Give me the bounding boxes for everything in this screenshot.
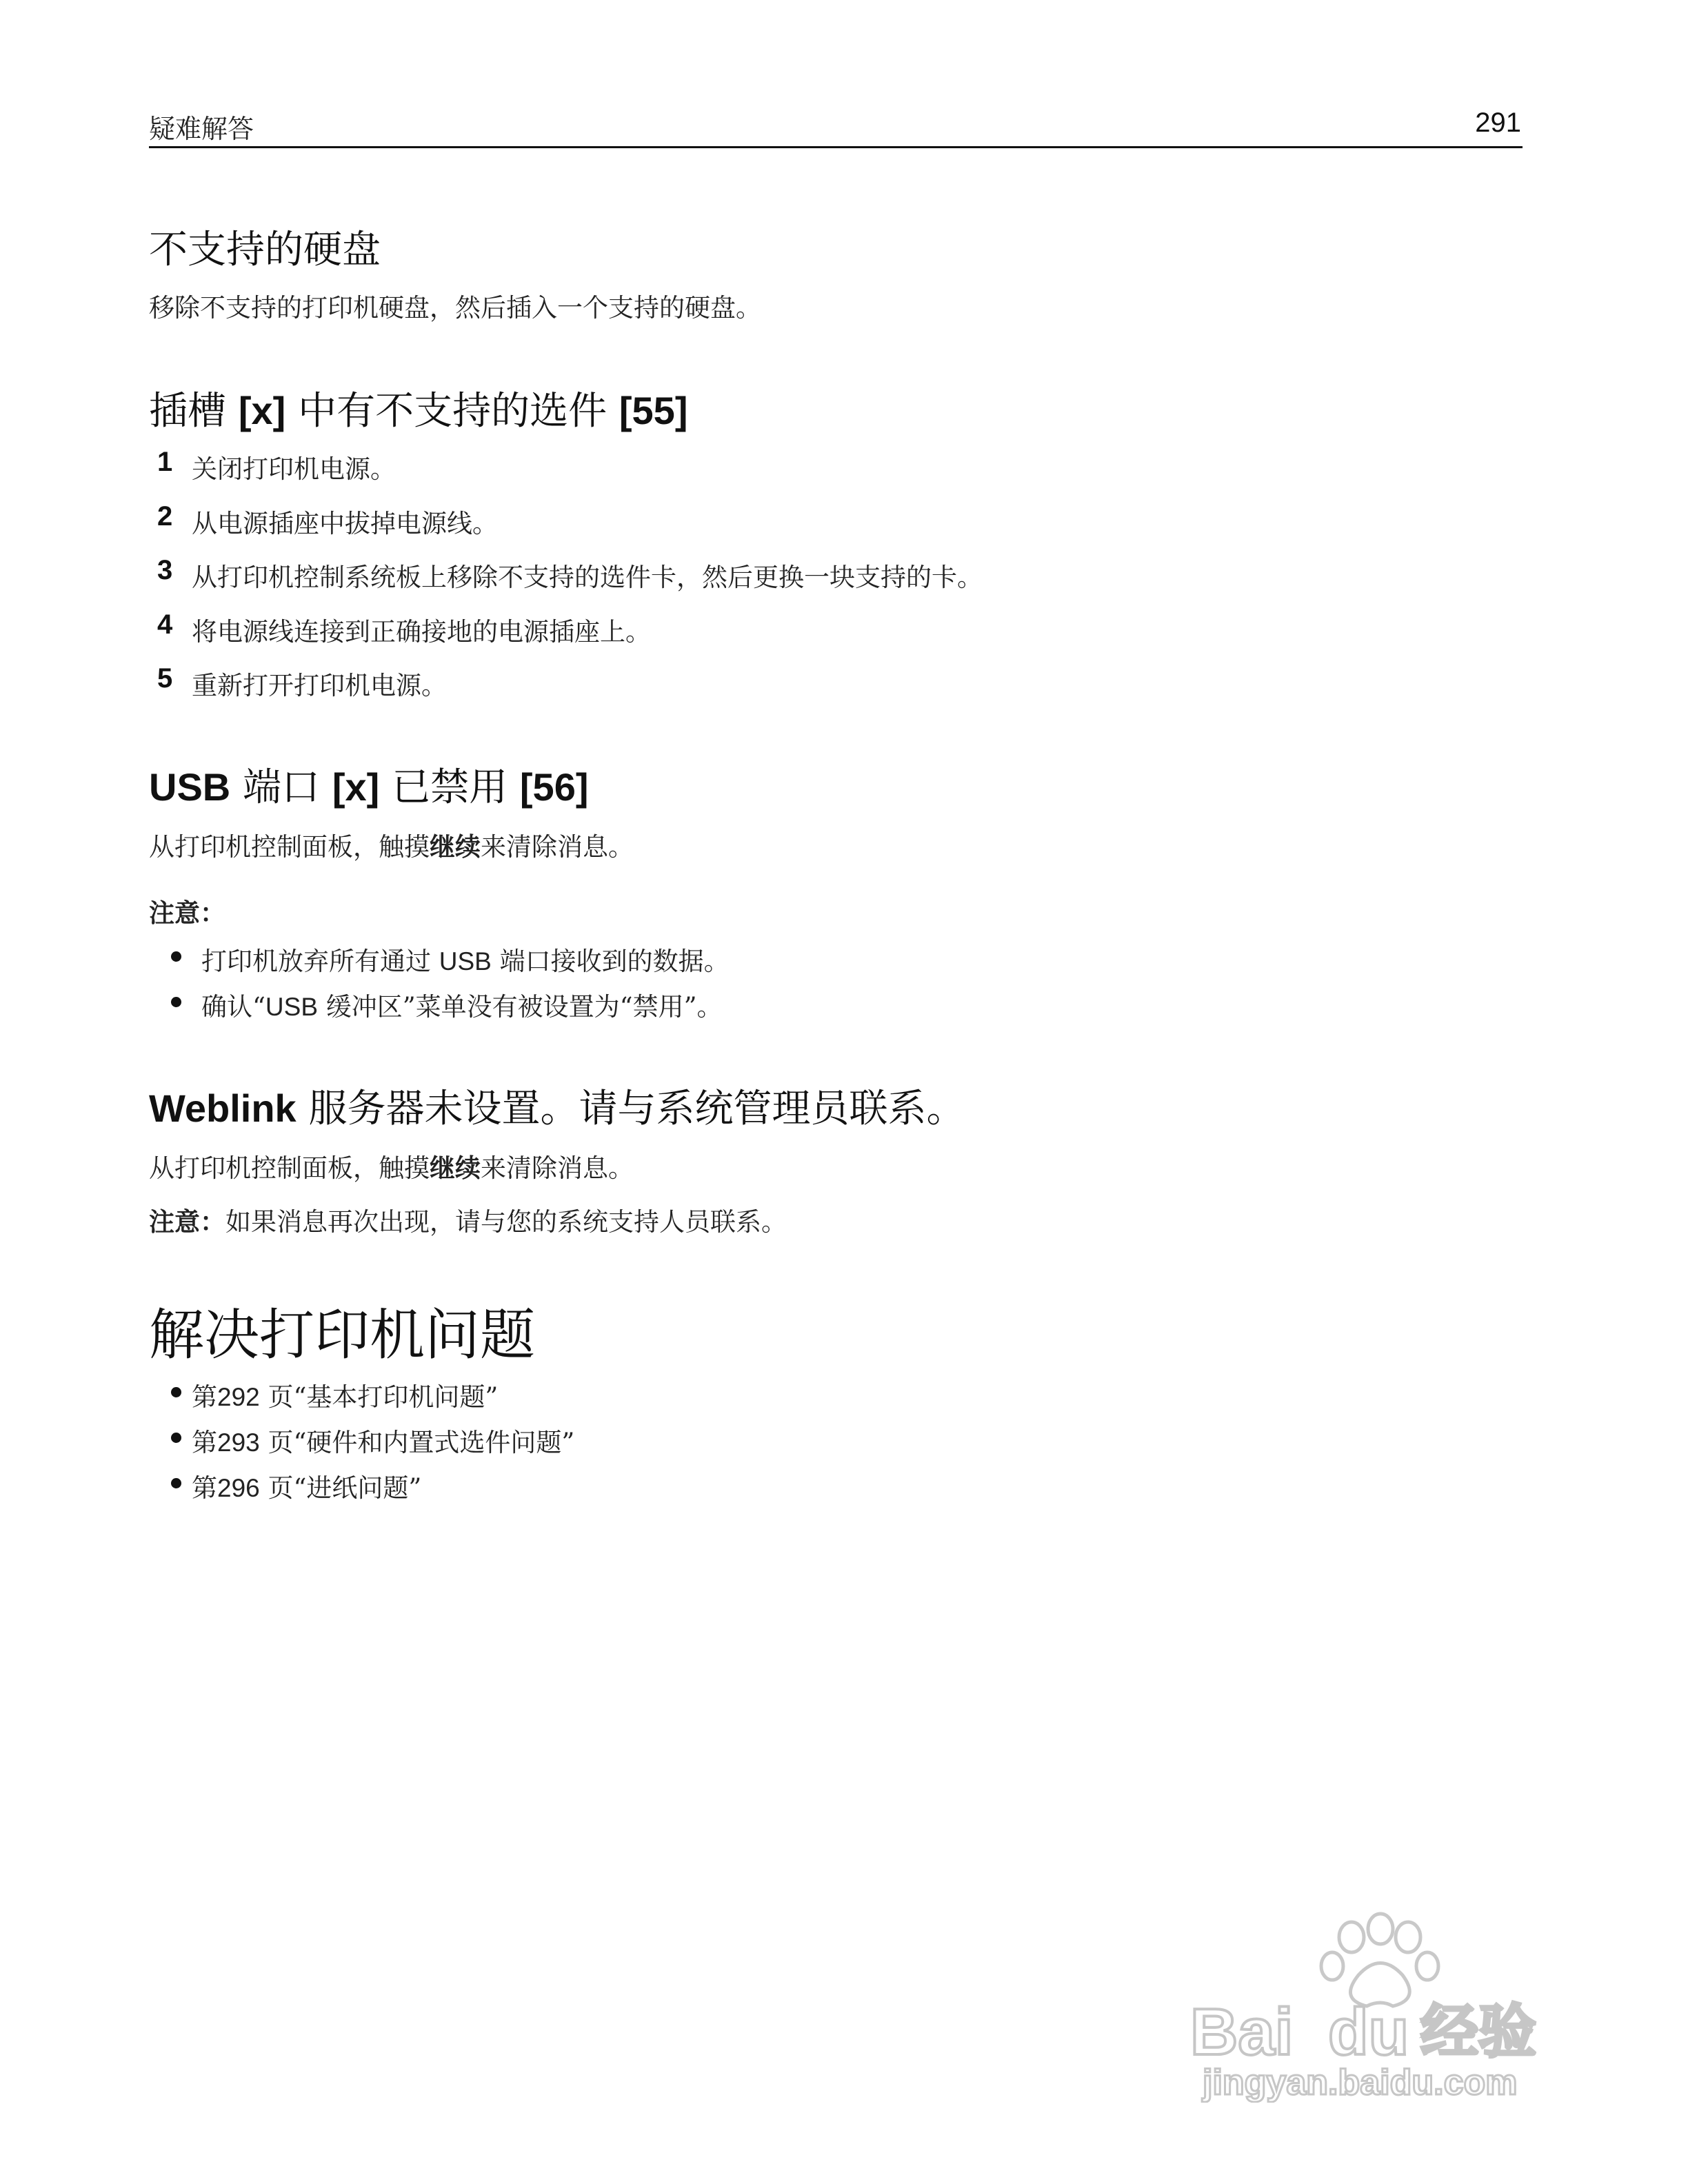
svg-text:du: du	[1328, 1995, 1409, 2069]
xref-link[interactable]	[192, 1422, 574, 1459]
bullet-dot	[171, 1387, 181, 1397]
heading-part: USB	[149, 765, 231, 809]
bullet-text: USB	[265, 993, 318, 1021]
usb-disabled-body	[149, 826, 634, 863]
heading-part: 插槽	[149, 389, 239, 434]
xref-text: 第	[192, 1428, 217, 1457]
heading-part: 端口	[230, 765, 332, 810]
weblink-note	[149, 1201, 787, 1238]
heading-unsupported-option	[149, 381, 687, 436]
body-text: 来清除消息。	[481, 832, 634, 862]
heading-part: [x]	[238, 389, 286, 432]
heading-part: 中有不支持的选件	[285, 389, 619, 434]
note-bullet	[201, 940, 730, 978]
note-label: 注意：	[149, 1207, 225, 1237]
heading-usb-disabled	[149, 757, 589, 812]
xref-text: 第	[192, 1473, 217, 1503]
bullet-dot	[171, 1433, 181, 1443]
note-bullet	[201, 986, 723, 1023]
body-text: 从打印机控制面板，触摸	[149, 832, 430, 862]
xref-text: 页“基本打印机问题”	[259, 1382, 499, 1412]
xref-link[interactable]	[192, 1467, 421, 1504]
continue-keyword: 继续	[430, 831, 481, 862]
bullet-dot	[171, 1478, 181, 1488]
step-text: 从电源插座中拔掉电源线。	[192, 509, 498, 538]
bullet-text: 打印机放弃所有通过	[201, 947, 439, 976]
document-page	[149, 0, 1523, 2184]
heading-code: [55]	[619, 389, 688, 432]
baidu-brand-mark	[1190, 1995, 1409, 2069]
step-number: 3	[157, 555, 173, 585]
bullet-text: 端口接收到的数据。	[491, 947, 730, 976]
xref-page: 293	[217, 1428, 260, 1457]
page-number: 291	[1475, 108, 1521, 138]
xref-link[interactable]	[192, 1376, 498, 1413]
step-text: 将电源线连接到正确接地的电源插座上。	[192, 617, 651, 647]
watermark-url: jingyan.baidu.com	[1203, 2063, 1518, 2103]
xref-text: 页“硬件和内置式选件问题”	[259, 1428, 575, 1457]
heading-text: 不支持的硬盘	[149, 228, 381, 272]
baidu-watermark-logo	[1186, 1910, 1572, 2103]
continue-keyword: 继续	[430, 1153, 481, 1183]
bullet-text: USB	[439, 947, 492, 975]
step-number: 1	[157, 447, 173, 477]
heading-part: [x]	[332, 765, 380, 809]
heading-part: 服务器未设置。请与系统管理员联系。	[296, 1086, 965, 1131]
step-text: 重新打开打印机电源。	[192, 671, 447, 700]
note-label: 注意：	[149, 898, 225, 928]
heading-part: 已禁用	[379, 765, 520, 810]
chapter-title: 解决打印机问题	[149, 1303, 535, 1367]
step-number: 5	[157, 663, 173, 694]
step-text: 从打印机控制系统板上移除不支持的选件卡，然后更换一块支持的卡。	[192, 563, 983, 592]
bullet-text: 确认“	[201, 992, 265, 1022]
heading-weblink	[149, 1078, 965, 1133]
page-header	[149, 103, 1523, 148]
body-text: 从打印机控制面板，触摸	[149, 1153, 430, 1183]
bullet-dot	[171, 951, 181, 962]
bullet-text: 缓冲区”菜单没有被设置为“禁用”。	[318, 992, 723, 1022]
bullet-dot	[171, 997, 181, 1007]
xref-page: 296	[217, 1474, 260, 1502]
step-number: 4	[157, 609, 173, 640]
step-number: 2	[157, 501, 173, 532]
xref-text: 第	[192, 1382, 217, 1412]
svg-text:经验: 经验	[1420, 1998, 1537, 2065]
body-text: 来清除消息。	[481, 1153, 634, 1183]
note-text: 如果消息再次出现，请与您的系统支持人员联系。	[225, 1207, 787, 1237]
step-text: 关闭打印机电源。	[192, 454, 396, 484]
weblink-body	[149, 1147, 634, 1184]
xref-page: 292	[217, 1383, 260, 1411]
paw-print-icon	[1321, 1914, 1438, 2006]
svg-text:Bai: Bai	[1190, 1995, 1294, 2069]
heading-unsupported-disk	[149, 219, 381, 274]
heading-part: Weblink	[149, 1086, 297, 1130]
header-section-title: 疑难解答	[149, 114, 254, 144]
xref-text: 页“进纸问题”	[259, 1473, 422, 1503]
unsupported-disk-body: 移除不支持的打印机硬盘，然后插入一个支持的硬盘。	[149, 293, 761, 323]
heading-code: [56]	[519, 765, 589, 809]
